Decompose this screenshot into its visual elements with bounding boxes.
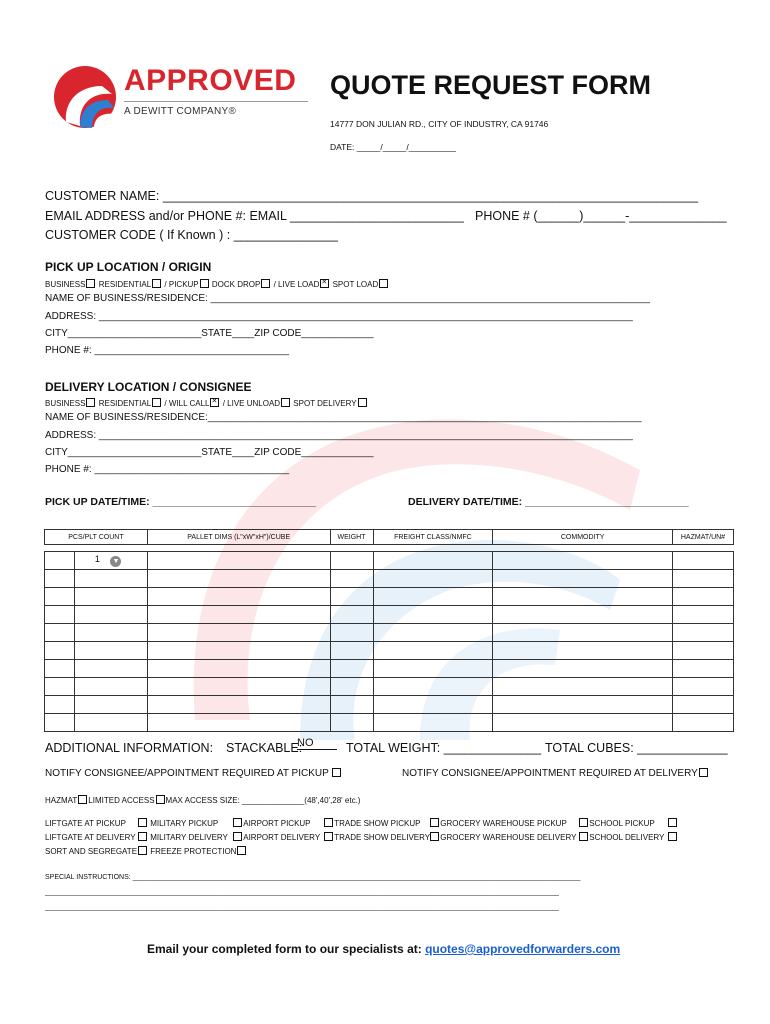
column-header: WEIGHT [330, 530, 373, 545]
option-label: DOCK DROP [211, 280, 261, 289]
service-label: TRADE SHOW PICKUP [334, 819, 421, 828]
footer-note [147, 942, 620, 956]
table-row [45, 660, 734, 678]
stackable-value: NO [297, 737, 314, 749]
checkbox[interactable] [138, 832, 147, 841]
pickup-name-field[interactable]: NAME OF BUSINESS/RESIDENCE: _______________________________________________________________________________ [45, 293, 650, 304]
count-value: 1 [94, 554, 100, 564]
checkbox[interactable] [579, 818, 588, 827]
option-label: / WILL CALL [164, 399, 210, 408]
total-weight-field[interactable]: TOTAL WEIGHT: ______________ [346, 741, 542, 755]
service-label: MILITARY DELIVERY [150, 833, 228, 842]
table-row [45, 570, 734, 588]
column-header: PCS/PLT COUNT [45, 530, 148, 545]
service-label: GROCERY WAREHOUSE PICKUP [440, 819, 567, 828]
pickup-section-title: PICK UP LOCATION / ORIGIN [45, 260, 212, 274]
brand-name: APPROVED [124, 64, 297, 97]
page-title: QUOTE REQUEST FORM [330, 70, 652, 100]
footer-text: Email your completed form to our specialists at: [147, 942, 426, 956]
notify-pickup-label: NOTIFY CONSIGNEE/APPOINTMENT REQUIRED AT PICKUP [45, 768, 329, 779]
access-options [45, 795, 360, 805]
additional-info-label: ADDITIONAL INFORMATION: [45, 741, 214, 755]
checkbox[interactable] [324, 832, 333, 841]
email-link[interactable]: quotes@approvedforwarders.com [425, 942, 621, 956]
service-label: LIFTGATE AT PICKUP [45, 819, 126, 828]
option-label: SPOT LOAD [332, 280, 379, 289]
checkbox[interactable] [699, 768, 708, 777]
option-label: BUSINESS [45, 280, 86, 289]
table-row [45, 678, 734, 696]
option-label: / LIVE UNLOAD [222, 399, 281, 408]
column-header: HAZMAT/UN# [672, 530, 733, 545]
table-row [45, 624, 734, 642]
checkbox[interactable] [668, 832, 677, 841]
stackable-label: STACKABLE: [226, 741, 303, 755]
column-header: PALLET DIMS (L"xW"xH")/CUBE [147, 530, 330, 545]
services-row-1 [45, 818, 678, 828]
table-row [45, 696, 734, 714]
column-header: COMMODITY [493, 530, 673, 545]
spacer-row [45, 545, 734, 552]
checkbox[interactable] [332, 768, 341, 777]
checkbox[interactable] [233, 818, 242, 827]
checkbox[interactable] [358, 398, 367, 407]
service-label: SCHOOL DELIVERY [589, 833, 665, 842]
option-label: RESIDENTIAL [98, 280, 152, 289]
option-label: / LIVE LOAD [273, 280, 320, 289]
service-label: MILITARY PICKUP [150, 819, 219, 828]
table-row [45, 588, 734, 606]
service-label: FREEZE PROTECTION [150, 847, 237, 856]
email-field[interactable]: EMAIL ADDRESS and/or PHONE #: EMAIL _________________________ [45, 209, 464, 223]
stackable-select[interactable] [297, 737, 337, 750]
count-stepper[interactable] [74, 552, 147, 570]
pickup-city-field[interactable]: CITY________________________STATE____ZIP CODE_____________ [45, 328, 374, 339]
phone-field[interactable]: PHONE # (______)______-______________ [475, 209, 727, 223]
delivery-phone-field[interactable]: PHONE #: ___________________________________ [45, 464, 290, 475]
checkbox-checked[interactable] [210, 398, 219, 407]
service-label: AIRPORT PICKUP [243, 819, 311, 828]
customer-code-field[interactable]: CUSTOMER CODE ( If Known ) : _______________ [45, 228, 338, 242]
checkbox[interactable] [379, 279, 388, 288]
checkbox-checked[interactable] [320, 279, 329, 288]
checkbox[interactable] [200, 279, 209, 288]
special-instructions-field[interactable]: SPECIAL INSTRUCTIONS: ___________________________________________________________________________________________________________________ [45, 874, 581, 881]
limited-access-label: LIMITED ACCESS [88, 796, 155, 805]
table-row [45, 552, 734, 570]
service-label: LIFTGATE AT DELIVERY [45, 833, 136, 842]
delivery-options [45, 398, 368, 408]
max-access-field[interactable]: MAX ACCESS SIZE: ______________(48',40',28' etc.) [165, 796, 361, 805]
checkbox[interactable] [156, 795, 165, 804]
date-field[interactable]: DATE: _____/_____/__________ [330, 142, 457, 152]
hazmat-label: HAZMAT [45, 796, 78, 805]
checkbox[interactable] [78, 795, 87, 804]
brand-divider [124, 101, 308, 102]
service-label: SORT AND SEGREGATE [45, 847, 138, 856]
service-label: SCHOOL PICKUP [589, 819, 655, 828]
brand-subtitle: A DEWITT COMPANY® [124, 106, 237, 117]
service-label: GROCERY WAREHOUSE DELIVERY [440, 833, 577, 842]
freight-table [44, 529, 734, 732]
delivery-date-field[interactable]: DELIVERY DATE/TIME: ____________________________ [408, 496, 689, 508]
table-header-row [45, 530, 734, 545]
services-row-3 [45, 846, 247, 856]
checkbox[interactable] [261, 279, 270, 288]
total-cubes-field[interactable]: TOTAL CUBES: _____________ [545, 741, 728, 755]
checkbox[interactable] [281, 398, 290, 407]
chevron-down-icon[interactable]: ▼ [110, 556, 121, 567]
checkbox[interactable] [138, 818, 147, 827]
service-label: AIRPORT DELIVERY [243, 833, 321, 842]
checkbox[interactable] [152, 398, 161, 407]
pickup-date-field[interactable]: PICK UP DATE/TIME: ____________________________ [45, 496, 317, 508]
checkbox[interactable] [233, 832, 242, 841]
pickup-options [45, 279, 389, 289]
delivery-name-field[interactable]: NAME OF BUSINESS/RESIDENCE:______________________________________________________________________________ [45, 412, 642, 423]
notify-delivery-option[interactable] [402, 768, 709, 779]
option-label: SPOT DELIVERY [293, 399, 357, 408]
pickup-phone-field[interactable]: PHONE #: ___________________________________ [45, 345, 290, 356]
customer-name-field[interactable]: CUSTOMER NAME: _____________________________________________________________________________ [45, 189, 699, 203]
delivery-section-title: DELIVERY LOCATION / CONSIGNEE [45, 380, 252, 394]
checkbox[interactable] [237, 846, 246, 855]
table-row [45, 606, 734, 624]
checkbox[interactable] [430, 832, 439, 841]
table-row [45, 642, 734, 660]
checkbox[interactable] [86, 279, 95, 288]
company-address: 14777 DON JULIAN RD., CITY OF INDUSTRY, CA 91746 [330, 119, 549, 129]
checkbox[interactable] [152, 279, 161, 288]
option-label: / PICKUP [164, 280, 199, 289]
option-label: BUSINESS [45, 399, 86, 408]
table-row [45, 714, 734, 732]
services-row-2 [45, 832, 678, 842]
checkbox[interactable] [86, 398, 95, 407]
notify-delivery-label: NOTIFY CONSIGNEE/APPOINTMENT REQUIRED AT DELIVERY [402, 768, 698, 779]
special-instructions-line[interactable]: ____________________________________________________________________________________________________________________________________ [45, 889, 559, 896]
checkbox[interactable] [430, 818, 439, 827]
delivery-address-field[interactable]: ADDRESS: ________________________________________________________________________________________________ [45, 430, 633, 441]
pickup-address-field[interactable]: ADDRESS: ________________________________________________________________________________________________ [45, 311, 633, 322]
checkbox[interactable] [138, 846, 147, 855]
column-header: FREIGHT CLASS/NMFC [373, 530, 493, 545]
option-label: RESIDENTIAL [98, 399, 152, 408]
checkbox[interactable] [324, 818, 333, 827]
checkbox[interactable] [579, 832, 588, 841]
approved-logo-icon [52, 64, 118, 130]
checkbox[interactable] [668, 818, 677, 827]
service-label: TRADE SHOW DELIVERY [334, 833, 431, 842]
delivery-city-field[interactable]: CITY________________________STATE____ZIP CODE_____________ [45, 447, 374, 458]
special-instructions-line[interactable]: ____________________________________________________________________________________________________________________________________ [45, 904, 559, 911]
notify-pickup-option[interactable] [45, 768, 342, 779]
